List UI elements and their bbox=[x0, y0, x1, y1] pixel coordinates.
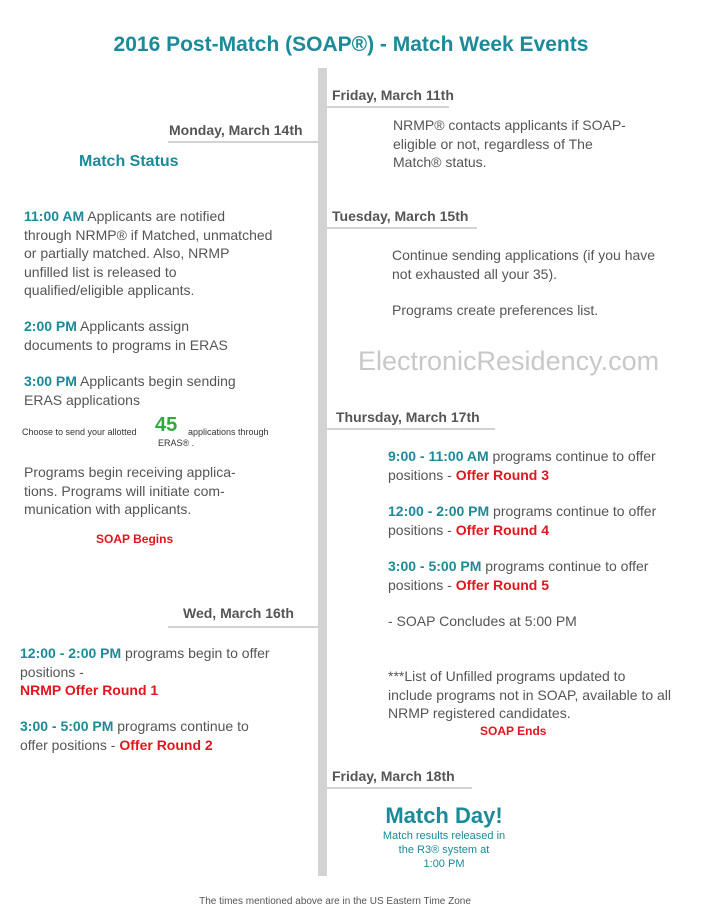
thursday-item-1: 9:00 - 11:00 AM programs continue to offer positions - Offer Round 3 bbox=[388, 448, 656, 483]
date-underline bbox=[168, 626, 318, 628]
date-underline bbox=[327, 787, 472, 789]
date-monday-march-14: Monday, March 14th bbox=[169, 122, 303, 138]
time-label: 2:00 PM bbox=[24, 318, 77, 334]
date-underline bbox=[168, 141, 318, 143]
monday-item-2: 2:00 PM Applicants assign documents to programs in ERAS bbox=[24, 318, 228, 353]
offer-round-label: Offer Round 5 bbox=[455, 576, 550, 593]
thursday-item-2: 12:00 - 2:00 PM programs continue to offer positions - Offer Round 4 bbox=[388, 503, 657, 538]
monday-item-1: 11:00 AM Applicants are notified through NRMP® if Matched, unmatched or partially matched. Also, NRMP unfilled list is released to qualified/eligible applicants. bbox=[24, 208, 273, 298]
wed-item-1: 12:00 - 2:00 PM programs begin to offer positions - NRMP Offer Round 1 bbox=[20, 645, 270, 698]
allotted-count: 45 bbox=[155, 414, 178, 436]
date-underline bbox=[327, 227, 477, 229]
timeline-spine bbox=[318, 68, 327, 876]
allotted-note-pre: Choose to send your allotted bbox=[22, 427, 137, 437]
wed-item-2: 3:00 - 5:00 PM programs continue to offer positions - Offer Round 2 bbox=[20, 718, 249, 753]
time-label: 3:00 PM bbox=[24, 373, 77, 389]
soap-ends-label: SOAP Ends bbox=[480, 724, 547, 738]
offer-round-label: Offer Round 3 bbox=[455, 466, 550, 483]
offer-round-label: Offer Round 2 bbox=[119, 736, 213, 753]
match-day-heading: Match Day! bbox=[385, 803, 503, 828]
monday-item-3: 3:00 PM Applicants begin sending ERAS applications bbox=[24, 373, 236, 408]
match-day-details: Match results released in the R3® system at 1:00 PM bbox=[382, 830, 506, 870]
offer-round-label: Offer Round 4 bbox=[455, 521, 550, 538]
date-friday-march-18: Friday, March 18th bbox=[332, 768, 455, 784]
time-label: 3:00 - 5:00 PM bbox=[388, 558, 482, 574]
tuesday-text-2: Programs create preferences list. bbox=[392, 302, 599, 318]
date-tuesday-march-15: Tuesday, March 15th bbox=[332, 208, 469, 224]
watermark: ElectronicResidency.com bbox=[358, 346, 660, 376]
tuesday-text-1: Continue sending applications (if you have not exhausted all your 35). bbox=[392, 247, 656, 282]
allotted-note-eras: ERAS® . bbox=[158, 438, 195, 448]
programs-receiving-text: Programs begin receiving applica-tions. Programs will initiate com-munication with applicants. bbox=[24, 464, 236, 517]
date-thursday-march-17: Thursday, March 17th bbox=[336, 409, 480, 425]
date-wed-march-16: Wed, March 16th bbox=[183, 605, 294, 621]
footer-note: The times mentioned above are in the US Eastern Time Zone bbox=[199, 896, 471, 907]
friday-11-text: NRMP® contacts applicants if SOAP-eligible or not, regardless of The Match® status. bbox=[393, 117, 626, 170]
time-label: 12:00 - 2:00 PM bbox=[388, 503, 490, 519]
match-status-heading: Match Status bbox=[79, 153, 179, 170]
soap-begins-label: SOAP Begins bbox=[96, 532, 174, 546]
time-label: 12:00 - 2:00 PM bbox=[20, 645, 122, 661]
time-label: 9:00 - 11:00 AM bbox=[388, 448, 489, 464]
date-underline bbox=[327, 428, 495, 430]
date-underline bbox=[327, 106, 449, 108]
date-friday-march-11: Friday, March 11th bbox=[332, 87, 454, 103]
time-label: 3:00 - 5:00 PM bbox=[20, 718, 114, 734]
unfilled-list-text: ***List of Unfilled programs updated to include programs not in SOAP, available to all NRMP registered candidates. bbox=[388, 668, 672, 721]
soap-concludes-text: - SOAP Concludes at 5:00 PM bbox=[388, 613, 577, 629]
offer-round-label: NRMP Offer Round 1 bbox=[20, 682, 159, 698]
thursday-item-3: 3:00 - 5:00 PM programs continue to offer positions - Offer Round 5 bbox=[388, 558, 649, 593]
time-label: 11:00 AM bbox=[24, 208, 85, 224]
page-title: 2016 Post-Match (SOAP®) - Match Week Events bbox=[113, 33, 589, 56]
allotted-note-post: applications through bbox=[188, 427, 269, 437]
